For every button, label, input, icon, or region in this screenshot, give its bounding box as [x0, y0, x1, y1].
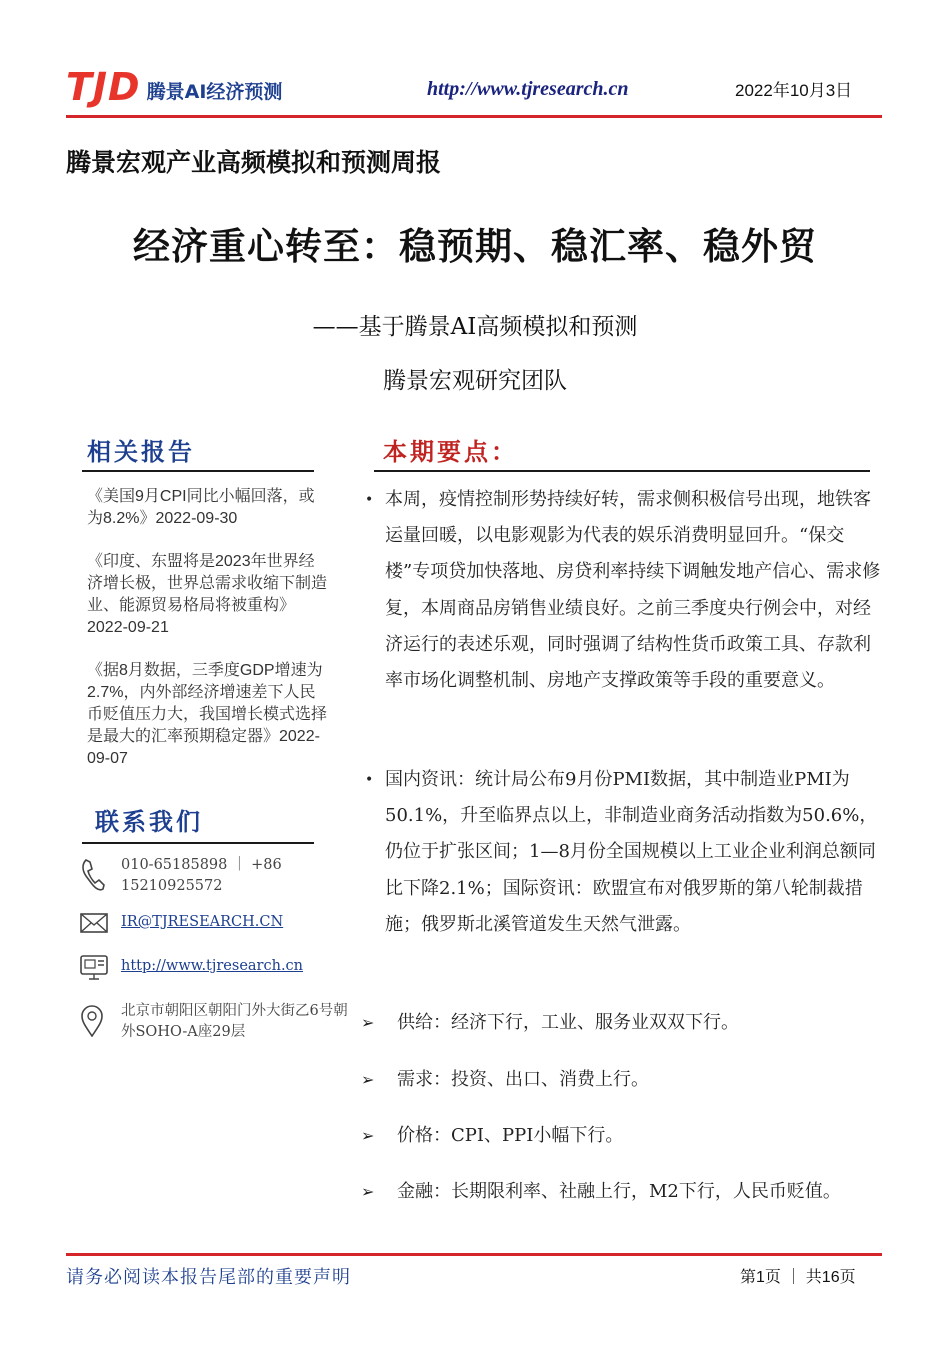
related-report-item[interactable]: 《印度、东盟将是2023年世界经济增长极，世界总需求收缩下制造业、能源贸易格局将被重构》2022-09-21 — [87, 553, 328, 636]
header-website-link[interactable]: http://www.tjresearch.cn — [427, 78, 629, 100]
header-divider — [66, 115, 882, 118]
website-icon — [80, 955, 106, 981]
subtitle-text: ——基于腾景AI高频模拟和预测 — [312, 314, 638, 340]
bullet-icon: • — [365, 772, 374, 788]
report-subtitle — [0, 308, 950, 341]
research-team: 腾景宏观研究团队 — [383, 368, 567, 394]
arrow-point — [361, 1118, 885, 1154]
footer-disclaimer: 请务必阅读本报告尾部的重要声明 — [66, 1267, 351, 1288]
page-number: 第1页 ｜ 共16页 — [740, 1269, 856, 1286]
logo-name: 腾景AI经济预测 — [146, 80, 283, 103]
bullet-text: 国内资讯：统计局公布9月份PMI数据，其中制造业PMI为50.1%，升至临界点以上，非制造业商务活动指数为50.6%，仍位于扩张区间；1—8月份全国规模以上工业企业利润总额同比下降2.1%；国际资讯：欧盟宣布对俄罗斯的第八轮制裁措施；俄罗斯北溪管道发生天然气泄露。 — [385, 769, 878, 935]
report-date: 2022年10月3日 — [735, 81, 853, 100]
arrow-bullet-icon: ➢ — [361, 1070, 375, 1089]
related-reports-heading: 相关报告 — [87, 437, 195, 466]
location-pin-icon — [80, 1005, 106, 1031]
footer-divider — [66, 1253, 882, 1256]
contact-phone: 010-65185898 ｜ +86 15210925572 — [121, 857, 282, 894]
arrow-point-text: 供给：经济下行，工业、服务业双双下行。 — [397, 1012, 739, 1033]
key-point-bullet — [365, 762, 885, 943]
arrow-point-text: 价格：CPI、PPI小幅下行。 — [397, 1125, 624, 1146]
arrow-point-text: 金融：长期限利率、社融上行，M2下行，人民币贬值。 — [397, 1181, 841, 1202]
key-points-divider — [374, 470, 870, 472]
arrow-bullet-icon: ➢ — [361, 1126, 375, 1145]
related-reports-divider — [82, 470, 314, 472]
contact-heading: 联系我们 — [95, 807, 203, 836]
bullet-text: 本周，疫情控制形势持续好转，需求侧积极信号出现，地铁客运量回暖，以电影观影为代表的娱乐消费明显回升。“保交楼”专项贷加快落地、房贷利率持续下调触发地产信心、需求修复，本周商品房销售业绩良好。之前三季度央行例会中，对经济运行的表述乐观，同时强调了结构性货币政策工具、存款利率市场化调整机制、房地产支撑政策等手段的重要意义。 — [385, 489, 881, 692]
report-title: 经济重心转至：稳预期、稳汇率、稳外贸 — [133, 224, 817, 268]
arrow-point-text: 需求：投资、出口、消费上行。 — [397, 1069, 649, 1090]
arrow-bullet-icon: ➢ — [361, 1013, 375, 1032]
contact-email-link[interactable]: IR@TJRESEARCH.CN — [121, 914, 284, 930]
contact-address: 北京市朝阳区朝阳门外大街乙6号朝外SOHO-A座29层 — [121, 1003, 348, 1040]
bullet-icon: • — [365, 492, 374, 508]
logo-mark: TJD — [66, 65, 141, 109]
email-icon — [80, 912, 106, 938]
arrow-point — [361, 1005, 885, 1041]
contact-website-link[interactable]: http://www.tjresearch.cn — [121, 958, 304, 974]
contact-divider — [82, 842, 314, 844]
arrow-point — [361, 1174, 885, 1210]
related-report-item[interactable]: 《美国9月CPI同比小幅回落，或为8.2%》2022-09-30 — [87, 488, 315, 527]
phone-icon — [80, 858, 106, 884]
company-logo — [66, 65, 283, 109]
series-title: 腾景宏观产业高频模拟和预测周报 — [66, 148, 442, 177]
key-points-heading: 本期要点： — [383, 437, 518, 466]
key-point-bullet — [365, 482, 885, 699]
related-report-item[interactable]: 《据8月数据，三季度GDP增速为2.7%，内外部经济增速差下人民币贬值压力大，我国增长模式选择是最大的汇率预期稳定器》2022-09-07 — [87, 662, 328, 767]
arrow-bullet-icon: ➢ — [361, 1182, 375, 1201]
arrow-point — [361, 1062, 885, 1098]
